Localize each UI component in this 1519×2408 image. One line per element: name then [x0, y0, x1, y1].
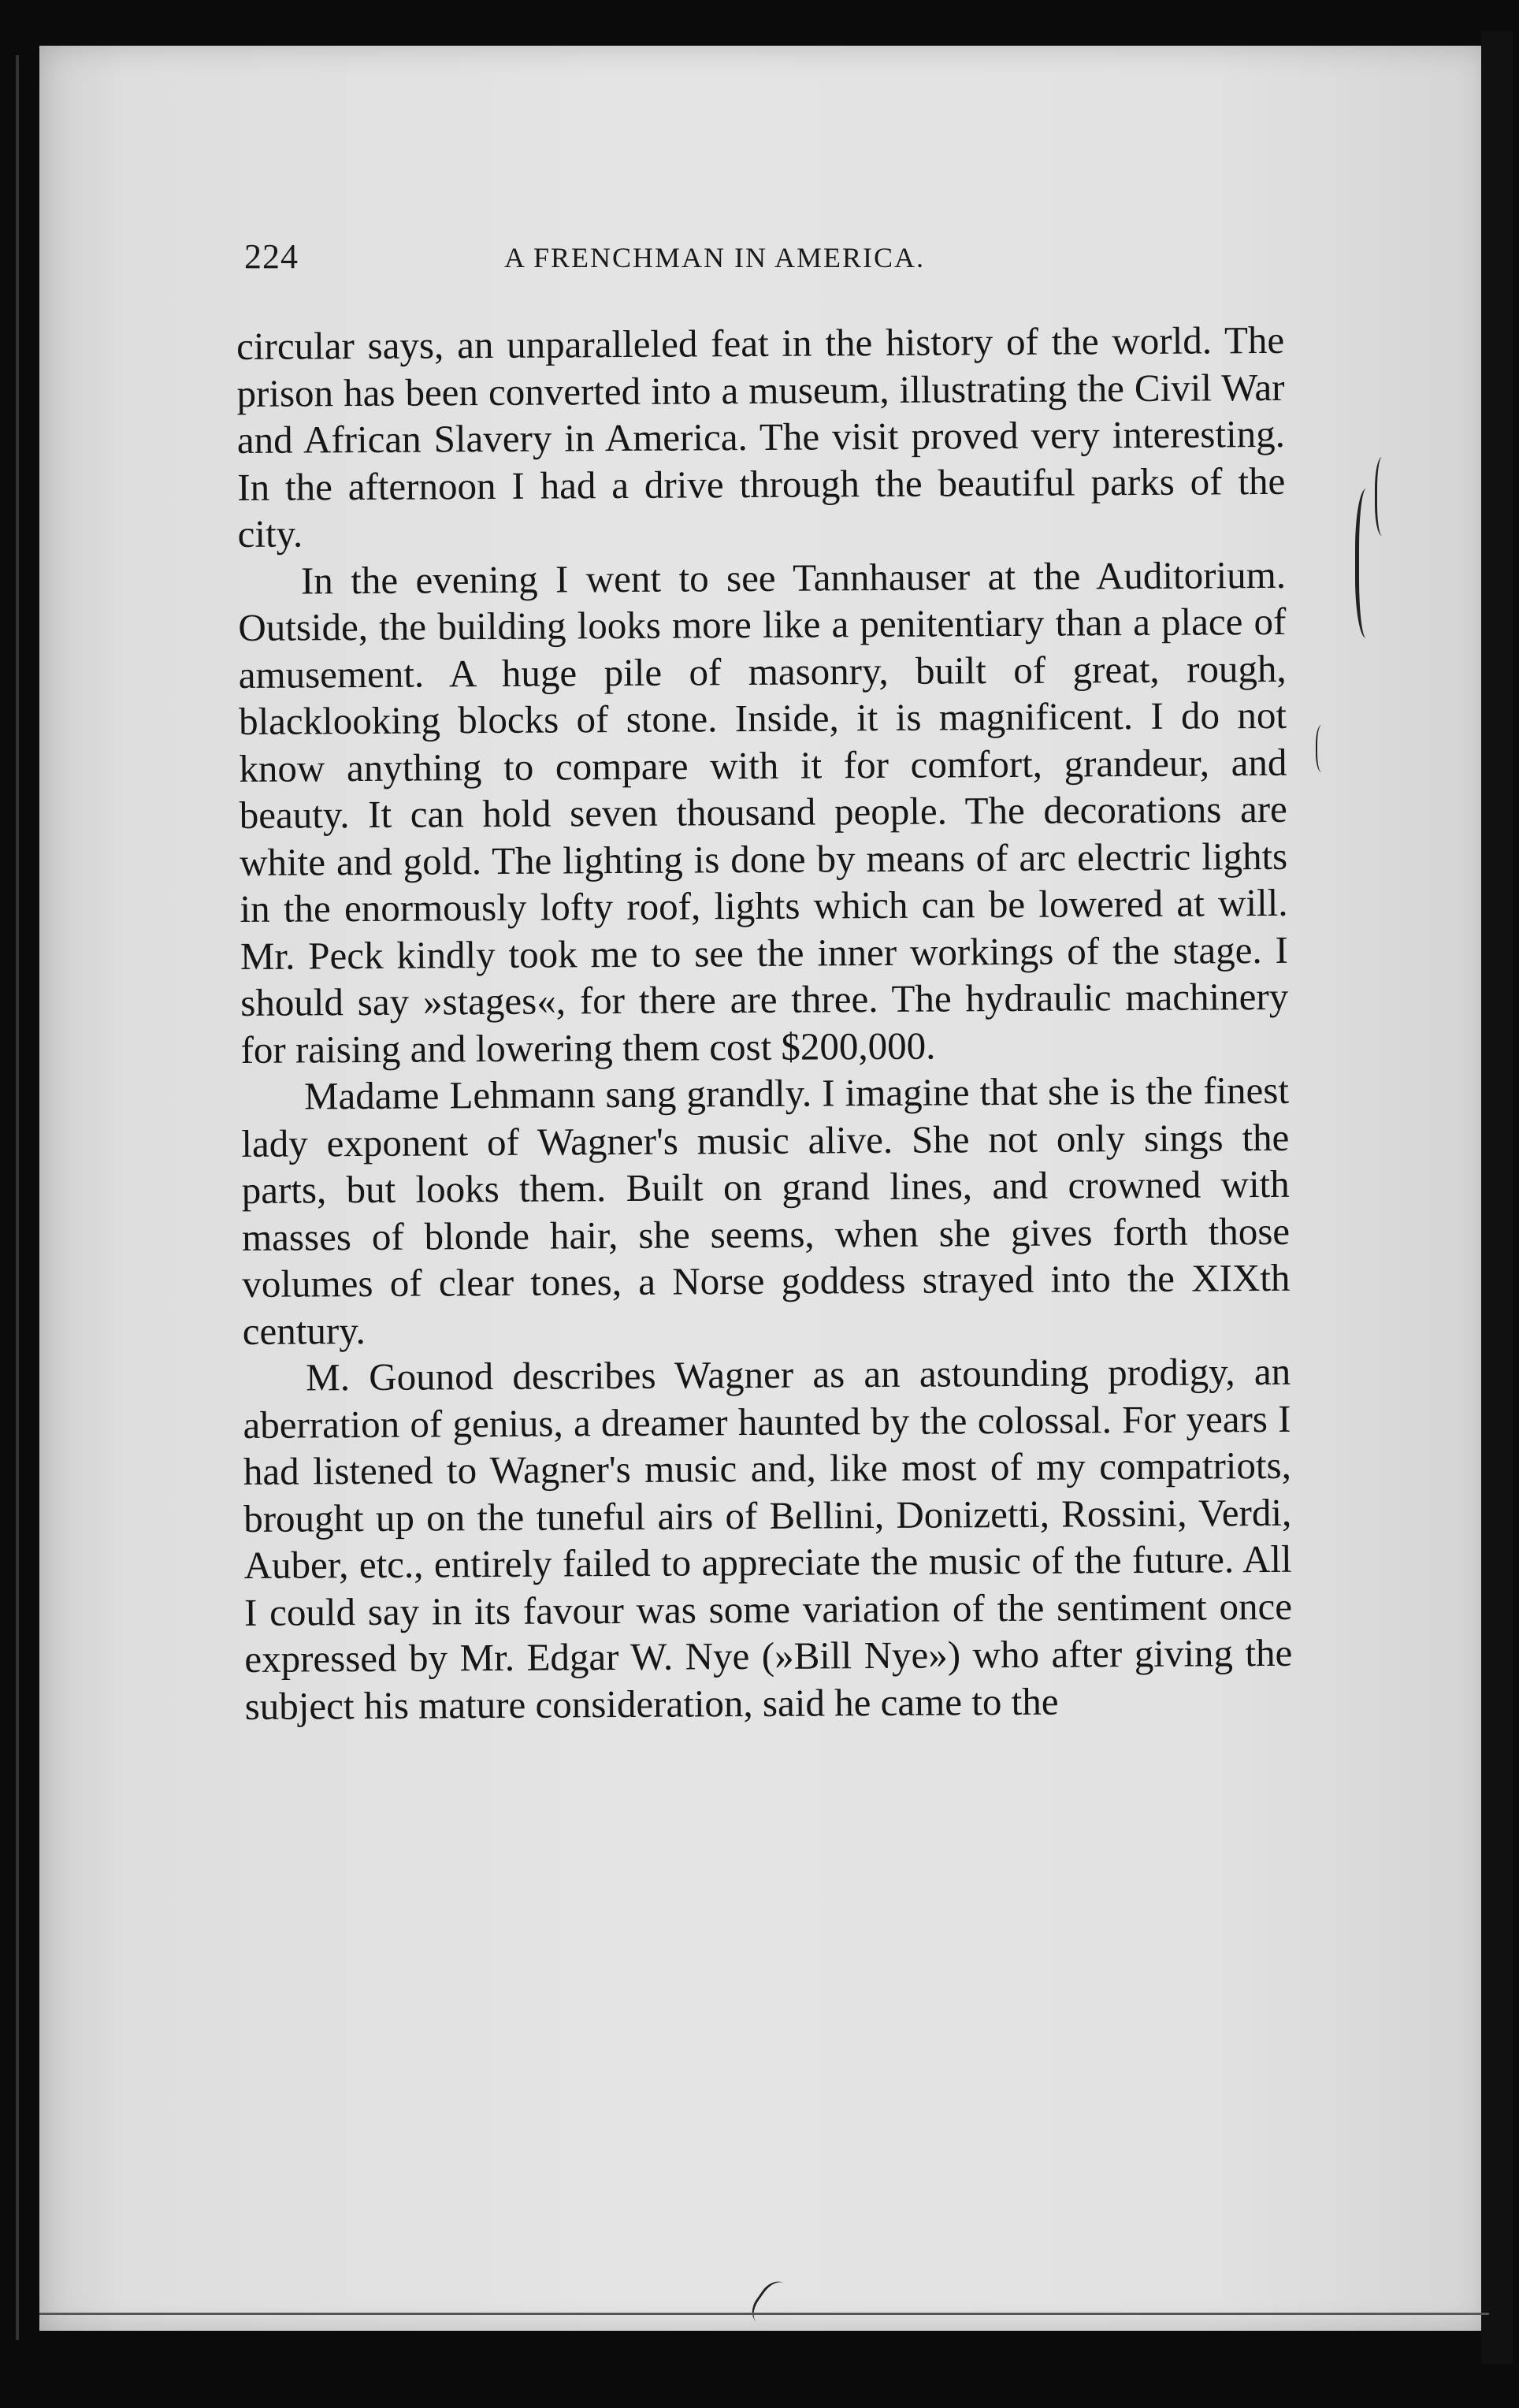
margin-pencil-mark: [1375, 457, 1393, 536]
paragraph-3: Madame Lehmann sang grandly. I imagine that she is the finest lady exponent of Wagner's music alive. She not only sings the parts, but looks them. Built on grand lines, and crowned with masses of blonde hair, she seems, when she gives forth those volumes of clear tones, a Norse goddess strayed into the XIXth century.: [241, 1068, 1291, 1353]
margin-pencil-mark: [1316, 725, 1330, 772]
running-head: [244, 236, 1268, 284]
page-edge-shadow: [1481, 32, 1513, 2364]
paragraph-2: In the evening I went to see Tannhauser at the Auditorium. Outside, the building looks more like a penitentiary than a place of amusement. A huge pile of masonry, built of great, rough, blacklooking blocks of stone. Inside, it is magnificent. I do not know anything to compare with it for comfort, grandeur, and beauty. It can hold seven thousand people. The decorations are white and gold. The lighting is done by means of arc electric lights in the enormously lofty roof, lights which can be lowered at will. Mr. Peck kindly took me to see the inner workings of the stage. I should say »stages«, for there are three. The hydraulic machinery for raising and lowering them cost $200,000.: [238, 552, 1289, 1072]
paragraph-1: circular says, an unparalleled feat in the history of the world. The prison has been converted into a museum, illustrating the Civil War and African Slavery in America. The visit proved very interesting. In the afternoon I had a drive through the beautiful parks of the city.: [236, 318, 1286, 556]
paragraph-4: M. Gounod describes Wagner as an astounding prodigy, an aberration of genius, a dreamer haunted by the colossal. For years I had listened to Wagner's music and, like most of my compatriots, brought up on the tuneful airs of Bellini, Donizetti, Rossini, Verdi, Auber, etc., entirely failed to appreciate the music of the future. All I could say in its favour was some variation of the sentiment once expressed by Mr. Edgar W. Nye (»Bill Nye») who after giving the subject his mature consideration, said he came to the: [243, 1349, 1293, 1728]
page-number: 224: [244, 237, 299, 276]
body-text: [236, 317, 1293, 1730]
page-bottom-edge: [39, 2313, 1489, 2315]
book-title: A FRENCHMAN IN AMERICA.: [504, 242, 926, 273]
spine-shadow: [16, 55, 19, 2340]
